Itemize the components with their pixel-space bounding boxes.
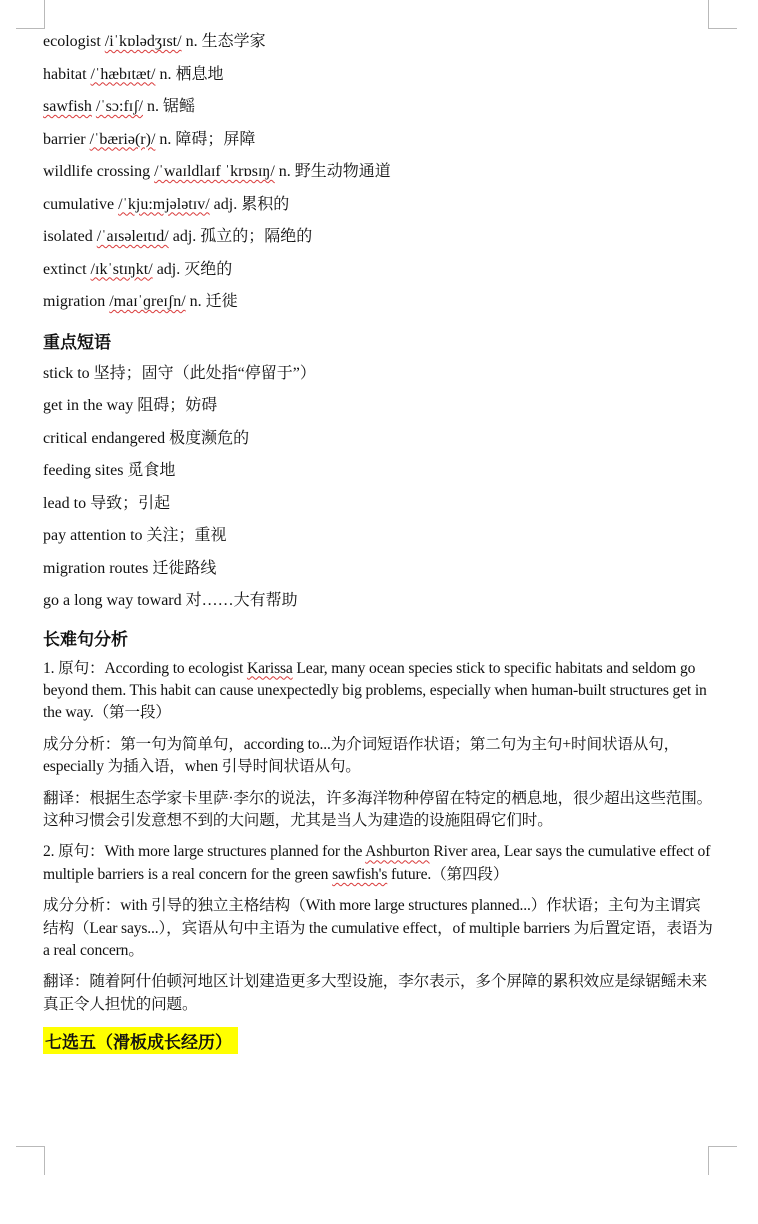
vocab-ipa: /ˈkju:mjələtɪv/ xyxy=(118,195,210,213)
sentence-1-translation: 翻译：根据生态学家卡里萨·李尔的说法，许多海洋物种停留在特定的栖息地，很少超出这些范围。这种习惯会引发意想不到的大问题，尤其是当人为建造的设施阻碍它们时。 xyxy=(43,789,713,829)
phrase-text: lead to xyxy=(43,494,87,512)
sentence-1-part-c: Lear, many ocean species stick to specific habitats and seldom go beyond them. This habit can cause unexpectedly big problems, especially when human-built structures get in the way.（第一段） xyxy=(43,659,707,722)
phrase-entry xyxy=(43,358,713,391)
phrase-entry xyxy=(43,553,713,586)
sentence-1-name: Karissa xyxy=(246,659,293,677)
sentence-2-analysis: 成分分析：with 引导的独立主格结构（With more large structures planned...）作状语；主句为主谓宾结构（Lear says...），宾语从句中主语为 the cumulative effect，of multiple barriers 为后置定语，表语为 a real concern。 xyxy=(43,897,713,959)
vocab-pos: n. xyxy=(159,65,172,83)
phrase-text: pay attention to xyxy=(43,527,143,544)
sentence-2-part-c: River area, Lear says the cumulative effect of multiple barriers is a real concern for the green xyxy=(43,843,711,883)
sentence-1-analysis: 成分分析：第一句为简单句，according to...为介词短语作状语；第二句为主句+时间状语从句，especially 为插入语，when 引导时间状语从句。 xyxy=(43,735,680,776)
vocab-word: ecologist xyxy=(43,33,101,50)
vocab-word: cumulative xyxy=(43,195,115,213)
phrase-meaning: 坚持；固守（此处指“停留于”） xyxy=(93,364,316,382)
vocab-entry xyxy=(43,286,713,319)
phrase-text: get in the way xyxy=(43,397,134,414)
phrase-meaning: 导致；引起 xyxy=(90,494,171,512)
sentence-2-place: Ashburton xyxy=(365,843,430,861)
vocab-ipa: /ɪkˈstɪŋkt/ xyxy=(90,260,153,278)
vocab-meaning: 野生动物通道 xyxy=(294,163,391,180)
phrase-meaning: 迁徙路线 xyxy=(152,559,217,577)
section-label-highlight: 七选五（滑板成长经历） xyxy=(43,1027,238,1054)
phrase-text: stick to xyxy=(43,364,90,382)
vocab-pos: adj. xyxy=(213,195,238,213)
vocab-meaning: 累积的 xyxy=(241,195,290,213)
phrase-entry xyxy=(43,390,713,423)
vocab-entry xyxy=(43,124,713,157)
document-body xyxy=(43,26,713,1054)
vocab-pos: n. xyxy=(278,163,291,180)
vocab-pos: adj. xyxy=(156,260,181,278)
phrase-meaning: 关注；重视 xyxy=(146,527,227,544)
phrase-text: go a long way toward xyxy=(43,592,182,609)
vocab-ipa: /ˈwaɪldlaɪf ˈkrɒsɪŋ/ xyxy=(154,163,275,180)
vocab-ipa: /ˈsɔ:fɪʃ/ xyxy=(95,98,143,115)
phrase-text: feeding sites xyxy=(43,462,124,479)
vocab-meaning: 锯鳐 xyxy=(162,98,195,115)
vocab-ipa: /ˈhæbɪtæt/ xyxy=(90,65,156,83)
corner-mark-bottom-right xyxy=(708,1146,737,1175)
phrase-meaning: 觅食地 xyxy=(127,462,176,479)
vocab-ipa: /ˈaɪsəleɪtɪd/ xyxy=(96,228,169,245)
vocab-meaning: 栖息地 xyxy=(175,65,224,83)
vocab-entry xyxy=(43,91,713,124)
phrase-entry xyxy=(43,585,713,618)
phrase-entry xyxy=(43,520,713,553)
vocab-word: extinct xyxy=(43,260,87,278)
vocab-pos: n. xyxy=(146,98,159,115)
vocab-meaning: 迁徙 xyxy=(205,293,238,310)
vocab-entry xyxy=(43,254,713,287)
phrase-entry xyxy=(43,488,713,521)
vocab-ipa: /maɪˈɡreɪʃn/ xyxy=(109,293,186,310)
corner-mark-top-right xyxy=(708,0,737,29)
vocab-meaning: 灭绝的 xyxy=(184,260,233,278)
sentence-2-translation: 翻译：随着阿什伯顿河地区计划建造更多大型设施，李尔表示，多个屏障的累积效应是绿锯鳐未来真正令人担忧的问题。 xyxy=(43,973,708,1013)
phrases-heading: 重点短语 xyxy=(43,332,111,353)
sentence-1-original xyxy=(43,658,713,725)
vocab-entry xyxy=(43,221,713,254)
sentence-1-part-a: 1. 原句：According to ecologist xyxy=(43,659,247,677)
vocab-entry xyxy=(43,189,713,222)
vocab-word: migration xyxy=(43,293,106,310)
phrase-meaning: 对……大有帮助 xyxy=(185,592,298,609)
vocab-word: habitat xyxy=(43,65,87,83)
vocab-meaning: 孤立的；隔绝的 xyxy=(200,228,313,245)
sentence-2-species: sawfish's xyxy=(332,865,388,883)
phrase-meaning: 阻碍；妨碍 xyxy=(137,397,218,414)
phrase-meaning: 极度濒危的 xyxy=(169,429,250,447)
vocab-meaning: 生态学家 xyxy=(201,33,266,50)
vocab-entry xyxy=(43,156,713,189)
vocab-pos: n. xyxy=(189,293,202,310)
sentence-2-part-a: 2. 原句：With more large structures planned for the xyxy=(43,843,366,861)
sentence-2-original xyxy=(43,841,713,886)
vocab-pos: adj. xyxy=(172,228,197,245)
vocab-ipa: /iˈkɒlədʒɪst/ xyxy=(104,33,182,50)
vocab-pos: n. xyxy=(185,33,198,50)
analysis-heading: 长难句分析 xyxy=(43,629,128,650)
vocab-word: isolated xyxy=(43,228,93,245)
vocab-word: sawfish xyxy=(43,98,92,115)
phrase-text: critical endangered xyxy=(43,429,166,447)
vocab-entry xyxy=(43,26,713,59)
phrase-entry xyxy=(43,423,713,456)
corner-mark-top-left xyxy=(16,0,45,29)
vocab-ipa: /ˈbæriə(r)/ xyxy=(89,130,156,148)
vocabulary-list xyxy=(43,26,713,319)
vocab-word: wildlife crossing xyxy=(43,163,151,180)
phrase-entry xyxy=(43,455,713,488)
vocab-pos: n. xyxy=(159,130,172,148)
vocab-meaning: 障碍；屏障 xyxy=(175,130,256,148)
sentence-2-part-e: future.（第四段） xyxy=(387,865,509,883)
vocab-entry xyxy=(43,59,713,92)
phrase-text: migration routes xyxy=(43,559,149,577)
phrase-list xyxy=(43,358,713,618)
corner-mark-bottom-left xyxy=(16,1146,45,1175)
vocab-word: barrier xyxy=(43,130,86,148)
